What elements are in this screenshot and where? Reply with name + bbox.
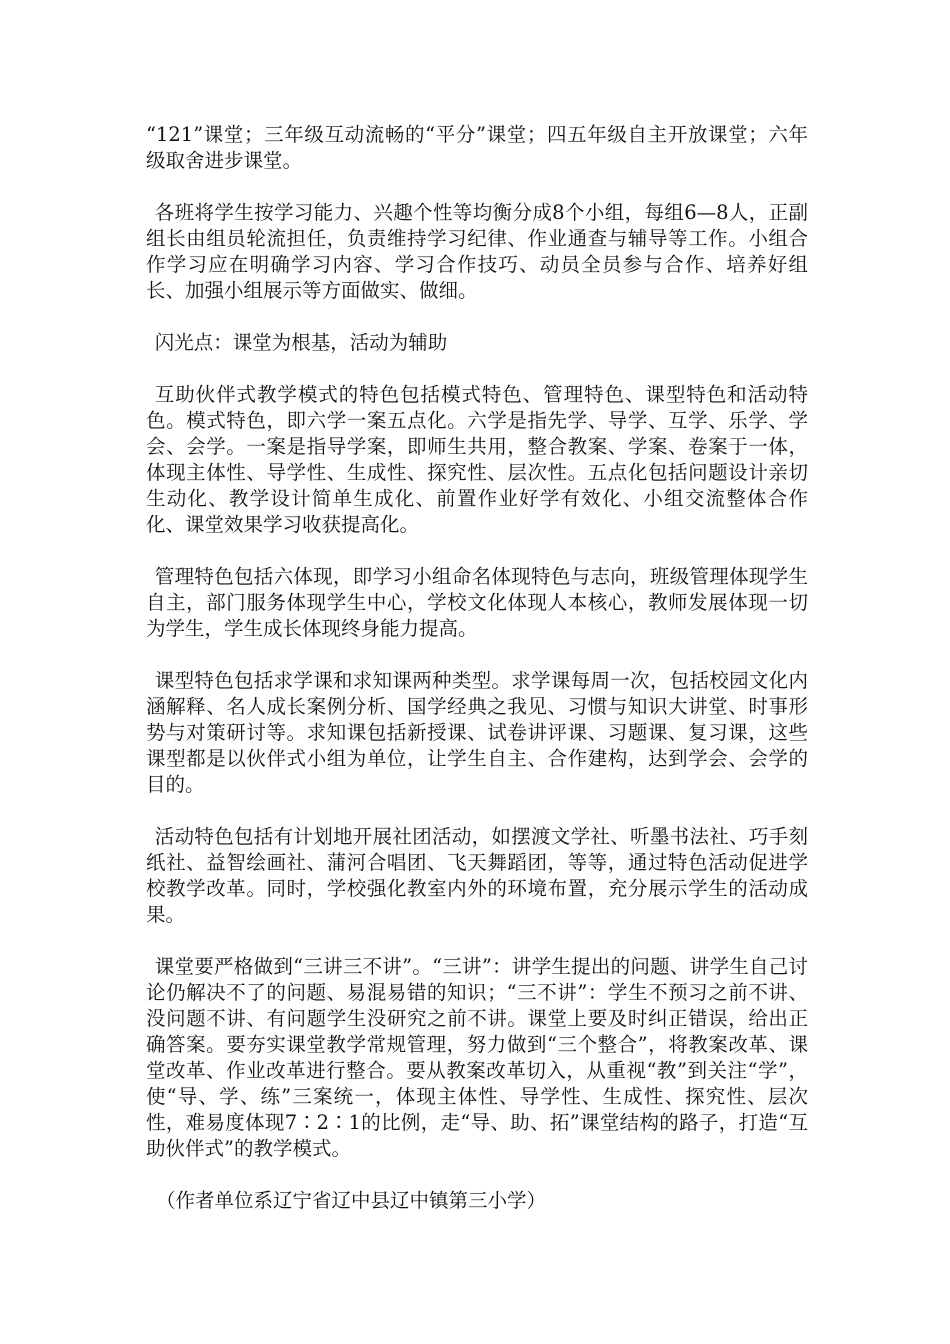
paragraph-activities: 活动特色包括有计划地开展社团活动，如摆渡文学社、听墨书法社、巧手刻纸社、益智绘画社、蒲河合唱团、飞天舞蹈团，等等，通过特色活动促进学校教学改革。同时，学校强化教室内外的环境布置，充分展示学生的活动成果。 bbox=[146, 825, 808, 926]
paragraph-group-setup: 各班将学生按学习能力、兴趣个性等均衡分成8个小组，每组6—8人，正副组长由组员轮流担任，负责维持学习纪律、作业通查与辅导等工作。小组合作学习应在明确学习内容、学习合作技巧、动员全员参与合作、培养好组长、加强小组展示等方面做实、做细。 bbox=[146, 201, 808, 302]
paragraph-teaching-model: 互助伙伴式教学模式的特色包括模式特色、管理特色、课型特色和活动特色。模式特色，即六学一案五点化。六学是指先学、导学、互学、乐学、学会、会学。一案是指导学案，即师生共用，整合教案、学案、卷案于一体，体现主体性、导学性、生成性、探究性、层次性。五点化包括问题设计亲切生动化、教学设计简单生成化、前置作业好学有效化、小组交流整体合作化、课堂效果学习收获提高化。 bbox=[146, 383, 808, 536]
article-body bbox=[146, 122, 808, 1214]
paragraph-classroom-rules: 课堂要严格做到“三讲三不讲”。“三讲”：讲学生提出的问题、讲学生自己讨论仍解决不了的问题、易混易错的知识；“三不讲”：学生不预习之前不讲、没问题不讲、有问题学生没研究之前不讲。课堂上要及时纠正错误，给出正确答案。要夯实课堂教学常规管理，努力做到“三个整合”，将教案改革、课堂改革、作业改革进行整合。要从教案改革切入，从重视“教”到关注“学”，使“导、学、练”三案统一，体现主体性、导学性、生成性、探究性、层次性，难易度体现7∶2∶1的比例，走“导、助、拓”课堂结构的路子，打造“互助伙伴式”的教学模式。 bbox=[146, 955, 808, 1160]
section-heading: 闪光点：课堂为根基，活动为辅助 bbox=[154, 331, 448, 354]
paragraph-management: 管理特色包括六体现，即学习小组命名体现特色与志向，班级管理体现学生自主，部门服务体现学生中心，学校文化体现人本核心，教师发展体现一切为学生，学生成长体现终身能力提高。 bbox=[146, 565, 808, 640]
paragraph-class-types: “121”课堂；三年级互动流畅的“平分”课堂；四五年级自主开放课堂；六年级取舍进步课堂。 bbox=[146, 123, 808, 172]
author-affiliation: （作者单位系辽宁省辽中县辽中镇第三小学） bbox=[156, 1189, 547, 1212]
paragraph-course-types: 课型特色包括求学课和求知课两种类型。求学课每周一次，包括校园文化内涵解释、名人成长案例分析、国学经典之我见、习惯与知识大讲堂、时事形势与对策研讨等。求知课包括新授课、试卷讲评课、习题课、复习课，这些课型都是以伙伴式小组为单位，让学生自主、合作建构，达到学会、会学的目的。 bbox=[146, 669, 808, 796]
